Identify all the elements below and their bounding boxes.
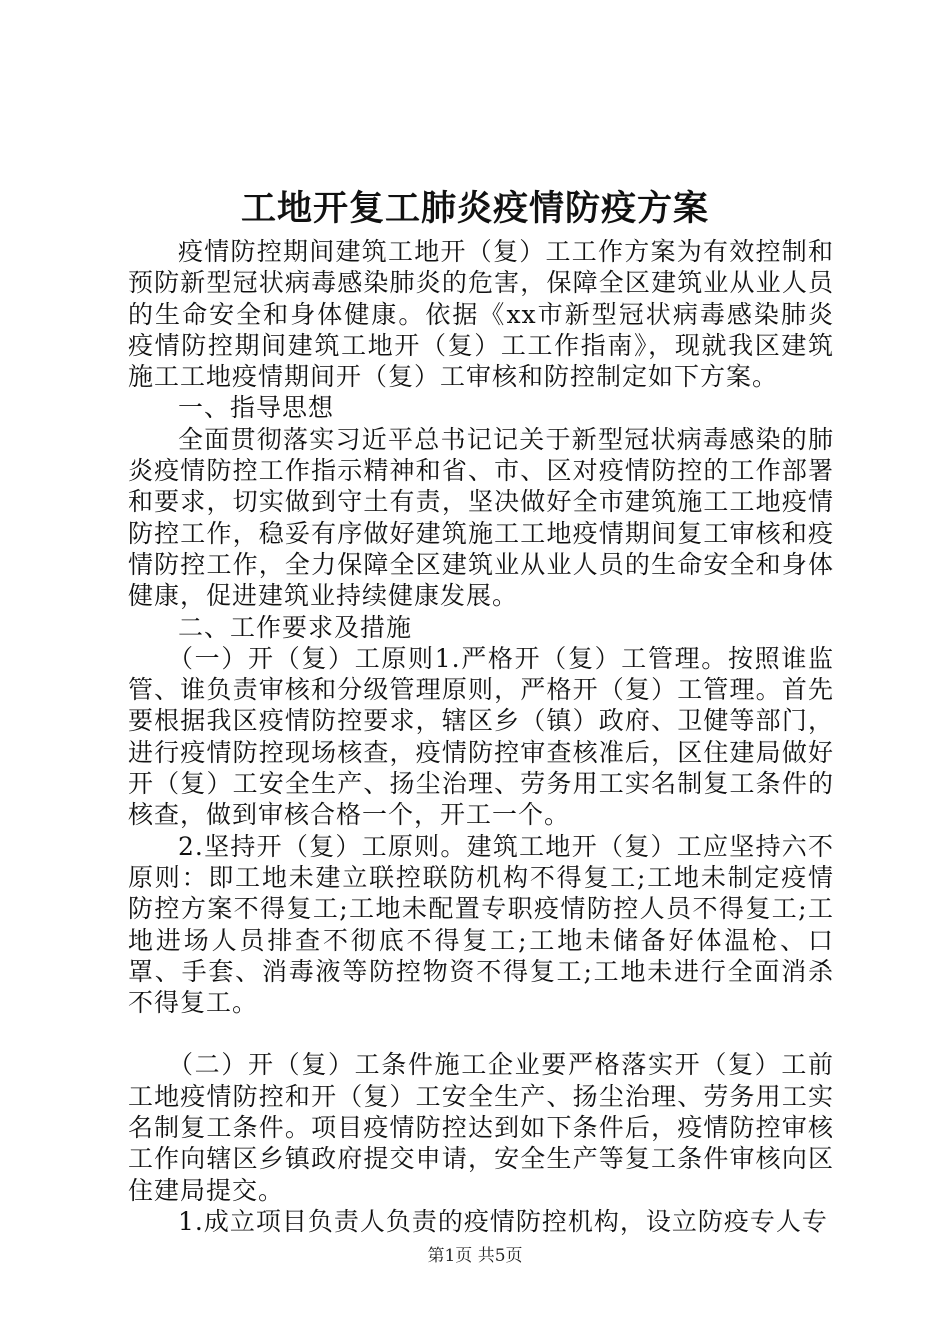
conditions-item-1: 1.成立项目负责人负责的疫情防控机构，设立防疫专人专 <box>178 1206 828 1236</box>
paragraph-gap <box>128 1018 834 1049</box>
section-heading-requirements: 二、工作要求及措施 <box>178 612 413 642</box>
intro-paragraph: 疫情防控期间建筑工地开（复）工工作方案为有效控制和预防新型冠状病毒感染肺炎的危害，保障全区建筑业从业人员的生命安全和身体健康。依据《xx市新型冠状病毒感染肺炎疫情防控期间建筑工地开（复）工工作指南》，现就我区建筑施工工地疫情期间开（复）工审核和防控制定如下方案。 <box>128 237 834 392</box>
principle-paragraph-1: （一）开（复）工原则1.严格开（复）工管理。按照谁监管、谁负责审核和分级管理原则，严格开（复）工管理。首先要根据我区疫情防控要求，辖区乡（镇）政府、卫健等部门，进行疫情防控现场核查，疫情防控审查核准后，区住建局做好开（复）工安全生产、扬尘治理、劳务用工实名制复工条件的核查，做到审核合格一个，开工一个。 <box>128 643 834 830</box>
guiding-ideology-paragraph: 全面贯彻落实习近平总书记记关于新型冠状病毒感染的肺炎疫情防控工作指示精神和省、市、区对疫情防控的工作部署和要求，切实做到守土有责，坚决做好全市建筑施工工地疫情防控工作，稳妥有序做好建筑施工工地疫情期间复工审核和疫情防控工作，全力保障全区建筑业从业人员的生命安全和身体健康，促进建筑业持续健康发展。 <box>128 424 834 611</box>
document-title: 工地开复工肺炎疫情防疫方案 <box>240 188 709 229</box>
page-footer: 第1页 共5页 <box>427 1246 523 1266</box>
section-heading-guiding-ideology: 一、指导思想 <box>178 393 335 423</box>
conditions-paragraph: （二）开（复）工条件施工企业要严格落实开（复）工前工地疫情防控和开（复）工安全生产、扬尘治理、劳务用工实名制复工条件。项目疫情防控达到如下条件后，疫情防控审核工作向辖区乡镇政府提交申请，安全生产等复工条件审核向区住建局提交。 <box>128 1050 834 1205</box>
principle-paragraph-2: 2.坚持开（复）工原则。建筑工地开（复）工应坚持六不原则：即工地未建立联控联防机构不得复工;工地未制定疫情防控方案不得复工;工地未配置专职疫情防控人员不得复工;工地进场人员排查不彻底不得复工;工地未储备好体温枪、口罩、手套、消毒液等防控物资不得复工;工地未进行全面消杀不得复工。 <box>128 831 834 1018</box>
document-body <box>128 236 834 1237</box>
